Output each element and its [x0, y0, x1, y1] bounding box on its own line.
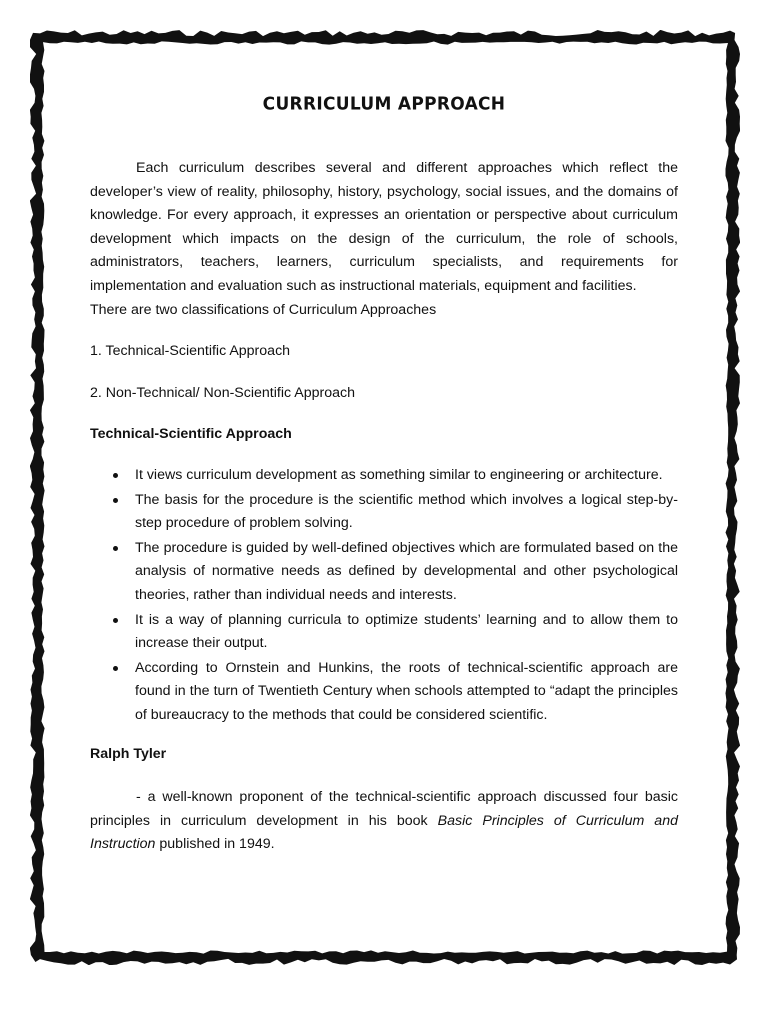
bullet-icon: [113, 546, 118, 551]
bullet-list: [90, 464, 678, 728]
bullet-text: The basis for the procedure is the scientific method which involves a logical step-by-step procedure of problem solving.: [135, 491, 678, 532]
bullet-text: It views curriculum development as something similar to engineering or architecture.: [135, 466, 663, 483]
section-heading-ralph-tyler: Ralph Tyler: [90, 746, 167, 763]
ralph-tyler-paragraph: [90, 786, 678, 857]
document-body: [90, 90, 678, 857]
bullet-text: It is a way of planning curricula to optimize students’ learning and to allow them to increase their output.: [135, 611, 678, 652]
bullet-item: [135, 609, 678, 656]
tyler-text-after: published in 1949.: [155, 836, 275, 853]
book-title: Basic Principles of Curriculum and Instruction: [90, 812, 678, 853]
bullet-icon: [113, 498, 118, 503]
classification-sentence: There are two classifications of Curriculum Approaches: [90, 301, 437, 318]
bullet-text: According to Ornstein and Hunkins, the roots of technical-scientific approach are found in the turn of Twentieth Century when schools attempted to “adapt the principles of bureaucracy to the methods that could be considered scientific.: [135, 659, 678, 723]
bullet-icon: [113, 618, 118, 623]
bullet-item: [135, 537, 678, 608]
bullet-item: [135, 657, 678, 728]
bullet-text: The procedure is guided by well-defined objectives which are formulated based on the analysis of normative needs as defined by developmental and other psychological theories, rather than individual needs and interests.: [135, 539, 678, 603]
bullet-icon: [113, 473, 118, 478]
section-heading-technical-scientific: Technical-Scientific Approach: [90, 426, 292, 443]
page-title: CURRICULUM APPROACH: [262, 93, 506, 115]
bullet-item: [135, 489, 678, 536]
intro-paragraph: Each curriculum describes several and different approaches which reflect the developer’s view of reality, philosophy, history, psychology, social issues, and the domains of knowledge. For every approach, it expresses an orientation or perspective about curriculum development which impacts on the design of the curriculum, the role of schools, administrators, teachers, learners, curriculum specialists, and requirements for implementation and evaluation such as instructional materials, equipment and facilities.: [90, 160, 678, 294]
classification-item-1: 1. Technical-Scientific Approach: [90, 343, 291, 360]
tyler-text-before: - a well-known proponent of the technical-scientific approach discussed four basic principles in curriculum development in his book: [90, 789, 678, 829]
bullet-item: [135, 464, 678, 488]
classification-item-2: 2. Non-Technical/ Non-Scientific Approach: [90, 384, 355, 401]
bullet-icon: [113, 666, 118, 671]
